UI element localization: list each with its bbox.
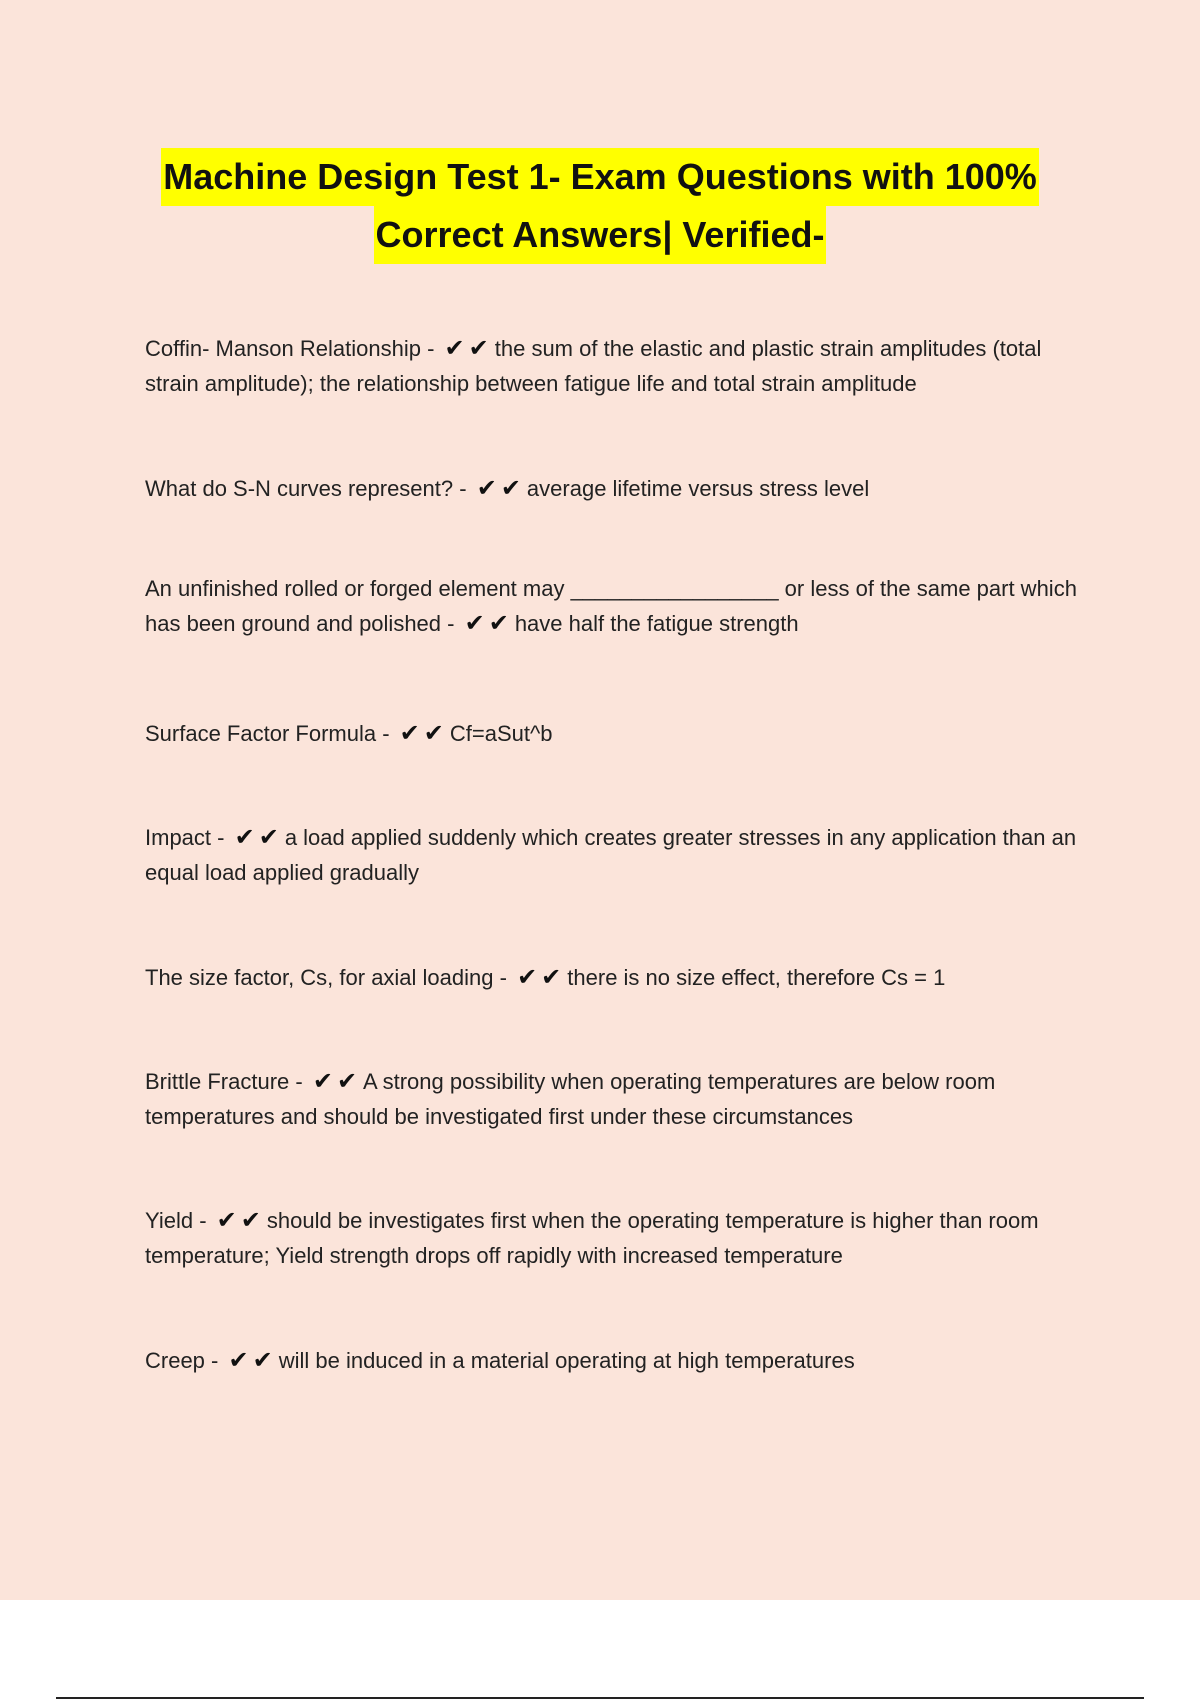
question-text: The size factor, Cs, for axial loading - (145, 965, 507, 990)
question-text: What do S-N curves represent? - (145, 476, 467, 501)
qa-item-impact (145, 820, 1085, 890)
qa-item-yield (145, 1203, 1085, 1273)
qa-item-sn-curves (145, 471, 1085, 506)
qa-item-unfinished-element (145, 571, 1085, 641)
document-title (0, 148, 1200, 264)
question-text: Surface Factor Formula - (145, 721, 390, 746)
question-text: Brittle Fracture - (145, 1069, 303, 1094)
title-line-2: Correct Answers| Verified- (374, 206, 827, 264)
question-text: Creep - (145, 1348, 219, 1373)
question-text: Yield - (145, 1208, 207, 1233)
qa-item-brittle-fracture (145, 1064, 1085, 1134)
question-text: Impact - (145, 825, 225, 850)
answer-text: should be investigates first when the operating temperature is higher than room temperature; Yield strength drops off rapidly with increased temperature (145, 1208, 1039, 1268)
answer-text: Cf=aSut^b (449, 721, 553, 746)
double-check-icon: ✔✔ (228, 1347, 277, 1374)
double-check-icon: ✔✔ (399, 720, 448, 747)
answer-text: average lifetime versus stress level (526, 476, 870, 501)
double-check-icon: ✔✔ (234, 824, 283, 851)
double-check-icon: ✔✔ (312, 1068, 362, 1095)
answer-text: will be induced in a material operating at high temperatures (278, 1348, 855, 1373)
qa-item-surface-factor (145, 716, 1085, 751)
double-check-icon: ✔✔ (216, 1207, 265, 1234)
qa-item-coffin-manson (145, 331, 1085, 401)
answer-text: a load applied suddenly which creates greater stresses in any application than an equal load applied gradually (145, 825, 1077, 885)
double-check-icon: ✔✔ (476, 475, 525, 502)
qa-item-creep (145, 1343, 1085, 1378)
answer-text: A strong possibility when operating temperatures are below room temperatures and should be investigated first under these circumstances (145, 1069, 996, 1129)
double-check-icon: ✔✔ (444, 335, 493, 362)
footer-divider (56, 1697, 1144, 1699)
question-text: Coffin- Manson Relationship - (145, 336, 435, 361)
answer-text: there is no size effect, therefore Cs = 1 (567, 965, 946, 990)
question-text: An unfinished rolled or forged element may _________________ or less of the same part which has been ground and polished - (145, 576, 1077, 636)
double-check-icon: ✔✔ (517, 964, 566, 991)
answer-text: the sum of the elastic and plastic strain amplitudes (total strain amplitude); the relationship between fatigue life and total strain amplitude (145, 336, 1042, 396)
title-line-1: Machine Design Test 1- Exam Questions with 100% (161, 148, 1039, 206)
double-check-icon: ✔✔ (464, 610, 513, 637)
answer-text: have half the fatigue strength (514, 611, 799, 636)
qa-item-size-factor (145, 960, 1085, 995)
